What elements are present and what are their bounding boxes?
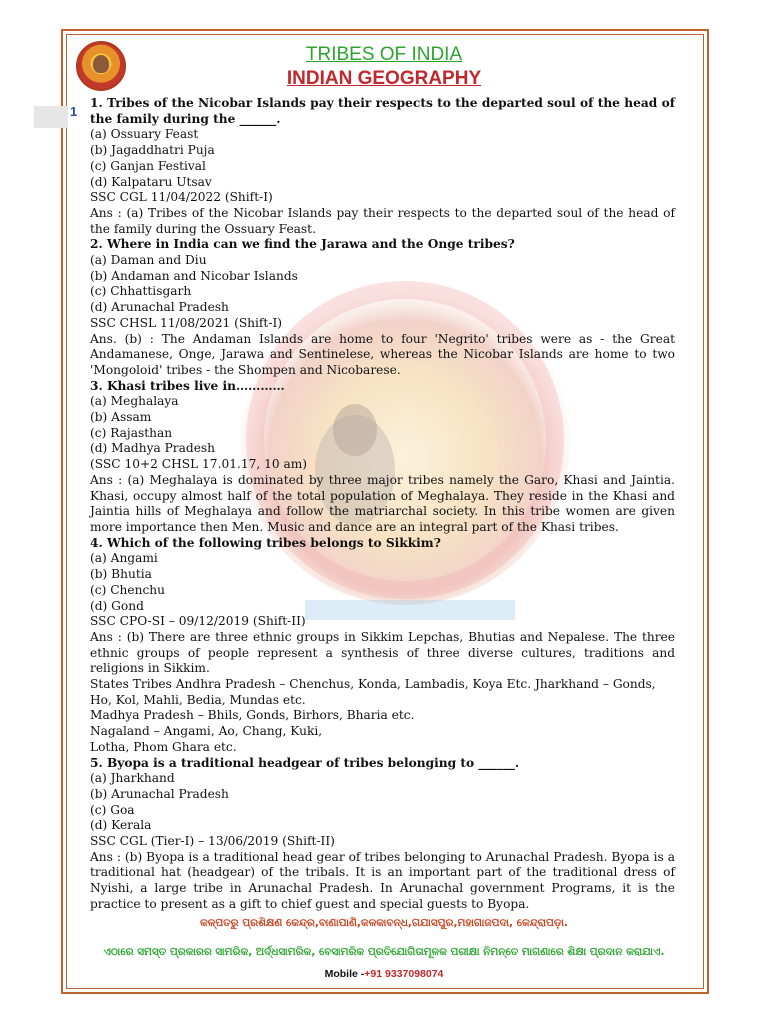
option-text: (b) Bhutia: [90, 567, 152, 582]
option-text: (a) Jharkhand: [90, 771, 175, 786]
exam-source: SSC CGL 11/04/2022 (Shift-I): [90, 190, 273, 205]
answer-text: Ans : (b) Byopa is a traditional head gear of tribes belonging to Arunachal Pradesh. Byopa is a traditional hat (headgear) of the tribals. It is an important part of the traditional dress of Nyishi, a large tribe in Arunachal Pradesh. In Arunachal government Programs, it is the practice to present as a gift to chief guest and special guests to Byopa.: [90, 849, 675, 911]
footer-address: କଳ୍ପତରୁ ପ୍ରଶିକ୍ଷଣ କେନ୍ଦ୍ର,ବାଣାପାଣି,କଳକାବନ୍ଧ,ଗଯାସପୁର,ମହାଗାଜପଦା, କେନ୍ଦ୍ରାପଡ଼ା.: [199, 917, 569, 929]
option-text: Lotha, Phom Ghara etc.: [90, 739, 237, 754]
footer-mobile: [0, 968, 768, 980]
option-text: (d) Kalpataru Utsav: [90, 174, 212, 189]
option-text: States Tribes Andhra Pradesh – Chenchus, Konda, Lambadis, Koya Etc. Jharkhand – Gonds, Ho, Kol, Mahli, Bedia, Mundas etc.: [90, 677, 656, 707]
page-title: TRIBES OF INDIA: [305, 44, 463, 65]
answer-text: Ans : (b) There are three ethnic groups in Sikkim Lepchas, Bhutias and Nepalese. The three ethnic groups of people represent a synthesis of three diverse cultures, traditions and religions in Sikkim.: [90, 629, 675, 676]
option-text: (a) Meghalaya: [90, 394, 179, 409]
exam-source: (SSC 10+2 CHSL 17.01.17, 10 am): [90, 457, 308, 472]
answer-text: Ans. (b) : The Andaman Islands are home to four 'Negrito' tribes were as - the Great Andamanese, Onge, Jarawa and Sentinelese, whereas the Nicobar Islands are home to two 'Mongoloid' tribes - the Shompen and Nicobarese.: [90, 331, 675, 377]
option-text: (a) Daman and Diu: [90, 253, 207, 268]
question-text: 2. Where in India can we find the Jarawa and the Onge tribes?: [90, 237, 515, 252]
option-text: (b) Jagaddhatri Puja: [90, 143, 215, 158]
answer-text: Ans : (a) Tribes of the Nicobar Islands pay their respects to the departed soul of the head of the family during the Ossuary Feast.: [90, 205, 675, 236]
option-text: (b) Assam: [90, 410, 152, 425]
option-text: (c) Ganjan Festival: [90, 158, 206, 173]
option-text: (d) Gond: [90, 598, 144, 613]
exam-source: SSC CGL (Tier-I) – 13/06/2019 (Shift-II): [90, 834, 335, 849]
page-number: 1: [70, 104, 78, 119]
question-content: [90, 96, 675, 913]
option-text: (c) Goa: [90, 802, 135, 817]
page-subtitle: INDIAN GEOGRAPHY: [286, 68, 482, 89]
option-text: Nagaland – Angami, Ao, Chang, Kuki,: [90, 724, 323, 739]
mobile-label: Mobile -: [324, 968, 365, 980]
option-text: (d) Kerala: [90, 818, 152, 833]
option-text: (b) Arunachal Pradesh: [90, 786, 229, 801]
option-text: (a) Ossuary Feast: [90, 127, 199, 142]
mobile-number: +91 9337098074: [364, 968, 444, 980]
option-text: (c) Chenchu: [90, 582, 165, 597]
option-text: (c) Rajasthan: [90, 425, 173, 440]
answer-text: Ans : (a) Meghalaya is dominated by three major tribes namely the Garo, Khasi and Jaintia. Khasi, occupy almost half of the total population of Meghalaya. They reside in the Khasi and Jaintia hills of Meghalaya and follow the matriarchal society. In this tribe women are given more importance then Men. Music and dance are an integral part of the Khasi tribes.: [90, 472, 675, 534]
question-text: 1. Tribes of the Nicobar Islands pay their respects to the departed soul of the head of the family during the ______.: [90, 96, 675, 126]
footer-tagline: ଏଠାରେ ସମସ୍ତ ପ୍ରକାରର ସାମରିକ, ଅର୍ଦ୍ଧସାମରିକ, ବେସାମରିକ ପ୍ରତିଯୋଗିତାମୂଳକ ପରୀକ୍ଷା ନିମନ୍ତେ ମାଗଣାରେ ଶିକ୍ଷା ପ୍ରଦାନ କରାଯାଏ.: [103, 946, 665, 958]
exam-source: SSC CPO-SI – 09/12/2019 (Shift-II): [90, 614, 306, 629]
question-text: 3. Khasi tribes live in…………: [90, 378, 285, 393]
option-text: (d) Madhya Pradesh: [90, 441, 216, 456]
question-text: 4. Which of the following tribes belongs to Sikkim?: [90, 535, 441, 550]
option-text: (d) Arunachal Pradesh: [90, 300, 229, 315]
question-text: 5. Byopa is a traditional headgear of tribes belonging to ______.: [90, 755, 520, 770]
option-text: (a) Angami: [90, 551, 158, 566]
option-text: (c) Chhattisgarh: [90, 284, 192, 299]
option-text: Madhya Pradesh – Bhils, Gonds, Birhors, Bharia etc.: [90, 708, 415, 723]
page-number-tab: [34, 106, 68, 128]
exam-source: SSC CHSL 11/08/2021 (Shift-I): [90, 315, 283, 330]
option-text: (b) Andaman and Nicobar Islands: [90, 268, 298, 283]
